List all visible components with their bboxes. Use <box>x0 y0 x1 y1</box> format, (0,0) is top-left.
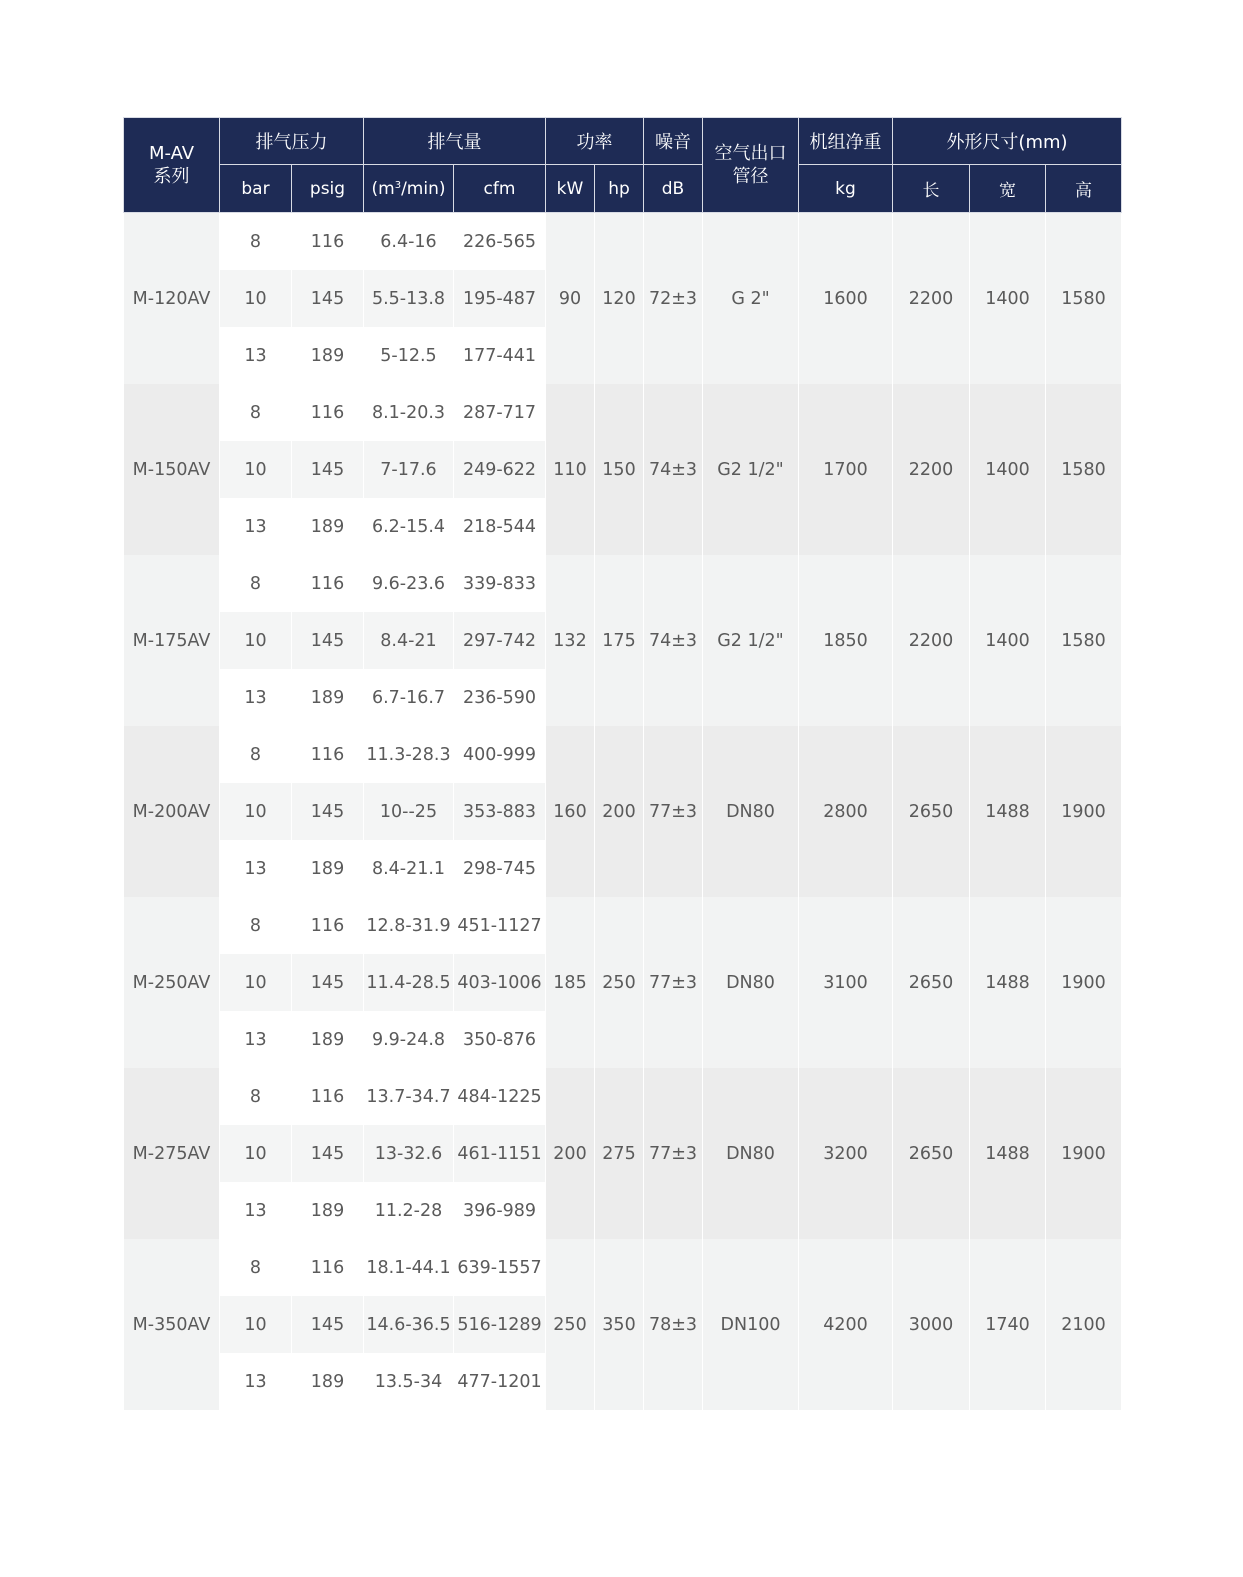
cell-psig: 189 <box>292 1011 364 1068</box>
cell-kg: 1700 <box>799 384 893 555</box>
cell-bar: 13 <box>220 1011 292 1068</box>
dim-height: 高 <box>1046 165 1122 213</box>
cell-psig: 189 <box>292 327 364 384</box>
cell-outlet: DN100 <box>703 1239 799 1410</box>
header-pressure: 排气压力 <box>220 118 364 165</box>
model-name: M-150AV <box>124 384 220 555</box>
cell-m3: 6.7-16.7 <box>364 669 454 726</box>
cell-cfm: 236-590 <box>454 669 546 726</box>
cell-kw: 185 <box>546 897 595 1068</box>
unit-db: dB <box>644 165 703 213</box>
header-dimensions: 外形尺寸(mm) <box>893 118 1122 165</box>
cell-kg: 1600 <box>799 213 893 385</box>
cell-hp: 150 <box>595 384 644 555</box>
cell-cfm: 403-1006 <box>454 954 546 1011</box>
cell-height: 1900 <box>1046 726 1122 897</box>
cell-cfm: 297-742 <box>454 612 546 669</box>
cell-bar: 10 <box>220 441 292 498</box>
unit-kg: kg <box>799 165 893 213</box>
cell-m3: 6.4-16 <box>364 213 454 271</box>
header-noise: 噪音 <box>644 118 703 165</box>
table-row <box>124 384 1122 441</box>
model-name: M-350AV <box>124 1239 220 1410</box>
cell-m3: 11.2-28 <box>364 1182 454 1239</box>
cell-height: 2100 <box>1046 1239 1122 1410</box>
cell-psig: 189 <box>292 1353 364 1410</box>
header-series-line2: 系列 <box>153 166 190 187</box>
cell-kg: 4200 <box>799 1239 893 1410</box>
cell-m3: 12.8-31.9 <box>364 897 454 954</box>
cell-width: 1400 <box>970 213 1046 385</box>
cell-width: 1740 <box>970 1239 1046 1410</box>
model-name: M-275AV <box>124 1068 220 1239</box>
cell-m3: 14.6-36.5 <box>364 1296 454 1353</box>
cell-outlet: G 2" <box>703 213 799 385</box>
cell-bar: 10 <box>220 612 292 669</box>
unit-bar: bar <box>220 165 292 213</box>
cell-m3: 5-12.5 <box>364 327 454 384</box>
cell-psig: 116 <box>292 213 364 271</box>
cell-m3: 18.1-44.1 <box>364 1239 454 1296</box>
cell-width: 1488 <box>970 1068 1046 1239</box>
cell-psig: 145 <box>292 441 364 498</box>
cell-outlet: DN80 <box>703 726 799 897</box>
cell-outlet: DN80 <box>703 1068 799 1239</box>
header-series <box>124 118 220 213</box>
cell-width: 1400 <box>970 555 1046 726</box>
table-row <box>124 897 1122 954</box>
cell-m3: 5.5-13.8 <box>364 270 454 327</box>
cell-height: 1580 <box>1046 555 1122 726</box>
table-row <box>124 726 1122 783</box>
cell-m3: 13-32.6 <box>364 1125 454 1182</box>
unit-kw: kW <box>546 165 595 213</box>
cell-cfm: 639-1557 <box>454 1239 546 1296</box>
model-group <box>124 1068 1122 1239</box>
header-outlet-line2: 管径 <box>732 166 769 187</box>
cell-cfm: 350-876 <box>454 1011 546 1068</box>
cell-length: 2650 <box>893 726 970 897</box>
cell-psig: 116 <box>292 1068 364 1125</box>
cell-kw: 160 <box>546 726 595 897</box>
cell-length: 2200 <box>893 213 970 385</box>
cell-cfm: 516-1289 <box>454 1296 546 1353</box>
cell-kw: 200 <box>546 1068 595 1239</box>
cell-m3: 8.1-20.3 <box>364 384 454 441</box>
cell-length: 2200 <box>893 384 970 555</box>
model-name: M-200AV <box>124 726 220 897</box>
model-group <box>124 213 1122 385</box>
unit-cfm: cfm <box>454 165 546 213</box>
cell-cfm: 461-1151 <box>454 1125 546 1182</box>
dim-length: 长 <box>893 165 970 213</box>
cell-m3: 11.3-28.3 <box>364 726 454 783</box>
cell-bar: 8 <box>220 726 292 783</box>
model-name: M-120AV <box>124 213 220 385</box>
cell-psig: 145 <box>292 270 364 327</box>
unit-psig: psig <box>292 165 364 213</box>
model-name: M-250AV <box>124 897 220 1068</box>
cell-width: 1400 <box>970 384 1046 555</box>
cell-psig: 189 <box>292 669 364 726</box>
model-name: M-175AV <box>124 555 220 726</box>
cell-cfm: 226-565 <box>454 213 546 271</box>
cell-m3: 6.2-15.4 <box>364 498 454 555</box>
cell-length: 2650 <box>893 1068 970 1239</box>
model-group <box>124 726 1122 897</box>
cell-bar: 10 <box>220 1296 292 1353</box>
unit-m3-min: $(m^3/\min)$ <box>364 165 454 213</box>
cell-m3: 13.7-34.7 <box>364 1068 454 1125</box>
cell-hp: 120 <box>595 213 644 385</box>
cell-cfm: 177-441 <box>454 327 546 384</box>
cell-hp: 275 <box>595 1068 644 1239</box>
cell-length: 3000 <box>893 1239 970 1410</box>
cell-outlet: G2 1/2" <box>703 384 799 555</box>
cell-bar: 8 <box>220 1068 292 1125</box>
cell-m3: 13.5-34 <box>364 1353 454 1410</box>
cell-m3: 10--25 <box>364 783 454 840</box>
header-outlet <box>703 118 799 213</box>
cell-psig: 116 <box>292 555 364 612</box>
model-group <box>124 555 1122 726</box>
cell-psig: 145 <box>292 783 364 840</box>
cell-cfm: 477-1201 <box>454 1353 546 1410</box>
cell-outlet: G2 1/2" <box>703 555 799 726</box>
cell-height: 1900 <box>1046 1068 1122 1239</box>
cell-psig: 116 <box>292 726 364 783</box>
cell-cfm: 298-745 <box>454 840 546 897</box>
cell-psig: 116 <box>292 1239 364 1296</box>
cell-kg: 3200 <box>799 1068 893 1239</box>
cell-kg: 2800 <box>799 726 893 897</box>
cell-bar: 13 <box>220 498 292 555</box>
cell-psig: 145 <box>292 1296 364 1353</box>
cell-bar: 8 <box>220 897 292 954</box>
table-row <box>124 213 1122 271</box>
cell-db: 74±3 <box>644 555 703 726</box>
table-row <box>124 1068 1122 1125</box>
cell-cfm: 451-1127 <box>454 897 546 954</box>
cell-m3: 8.4-21.1 <box>364 840 454 897</box>
cell-kg: 1850 <box>799 555 893 726</box>
unit-hp: hp <box>595 165 644 213</box>
cell-bar: 13 <box>220 1353 292 1410</box>
header-weight: 机组净重 <box>799 118 893 165</box>
cell-length: 2650 <box>893 897 970 1068</box>
spec-table <box>123 117 1122 1410</box>
header-flow: 排气量 <box>364 118 546 165</box>
cell-db: 74±3 <box>644 384 703 555</box>
cell-psig: 189 <box>292 840 364 897</box>
table-row <box>124 555 1122 612</box>
cell-cfm: 195-487 <box>454 270 546 327</box>
cell-bar: 8 <box>220 213 292 271</box>
cell-bar: 13 <box>220 1182 292 1239</box>
cell-bar: 13 <box>220 669 292 726</box>
table-row <box>124 1239 1122 1296</box>
cell-m3: 11.4-28.5 <box>364 954 454 1011</box>
header-series-line1: M-AV <box>148 143 195 164</box>
cell-db: 77±3 <box>644 1068 703 1239</box>
cell-kw: 132 <box>546 555 595 726</box>
table-header <box>124 118 1122 213</box>
cell-db: 77±3 <box>644 897 703 1068</box>
cell-cfm: 249-622 <box>454 441 546 498</box>
cell-hp: 350 <box>595 1239 644 1410</box>
cell-m3: 9.6-23.6 <box>364 555 454 612</box>
cell-kg: 3100 <box>799 897 893 1068</box>
model-group <box>124 1239 1122 1410</box>
cell-cfm: 396-989 <box>454 1182 546 1239</box>
header-power: 功率 <box>546 118 644 165</box>
model-group <box>124 384 1122 555</box>
cell-bar: 13 <box>220 840 292 897</box>
cell-psig: 145 <box>292 1125 364 1182</box>
cell-psig: 189 <box>292 1182 364 1239</box>
cell-cfm: 400-999 <box>454 726 546 783</box>
cell-bar: 8 <box>220 1239 292 1296</box>
cell-psig: 116 <box>292 897 364 954</box>
cell-hp: 200 <box>595 726 644 897</box>
cell-db: 78±3 <box>644 1239 703 1410</box>
cell-cfm: 353-883 <box>454 783 546 840</box>
cell-psig: 145 <box>292 954 364 1011</box>
cell-width: 1488 <box>970 897 1046 1068</box>
cell-outlet: DN80 <box>703 897 799 1068</box>
cell-cfm: 287-717 <box>454 384 546 441</box>
cell-bar: 10 <box>220 783 292 840</box>
cell-psig: 189 <box>292 498 364 555</box>
cell-cfm: 218-544 <box>454 498 546 555</box>
cell-m3: 7-17.6 <box>364 441 454 498</box>
cell-bar: 10 <box>220 1125 292 1182</box>
cell-db: 72±3 <box>644 213 703 385</box>
header-outlet-line1: 空气出口 <box>714 143 787 164</box>
cell-cfm: 339-833 <box>454 555 546 612</box>
dim-width: 宽 <box>970 165 1046 213</box>
cell-height: 1580 <box>1046 384 1122 555</box>
cell-bar: 10 <box>220 954 292 1011</box>
cell-bar: 8 <box>220 384 292 441</box>
cell-bar: 10 <box>220 270 292 327</box>
cell-bar: 13 <box>220 327 292 384</box>
cell-psig: 116 <box>292 384 364 441</box>
model-group <box>124 897 1122 1068</box>
cell-kw: 90 <box>546 213 595 385</box>
cell-psig: 145 <box>292 612 364 669</box>
cell-cfm: 484-1225 <box>454 1068 546 1125</box>
cell-height: 1900 <box>1046 897 1122 1068</box>
cell-hp: 175 <box>595 555 644 726</box>
cell-m3: 8.4-21 <box>364 612 454 669</box>
cell-hp: 250 <box>595 897 644 1068</box>
cell-width: 1488 <box>970 726 1046 897</box>
cell-kw: 250 <box>546 1239 595 1410</box>
cell-db: 77±3 <box>644 726 703 897</box>
cell-m3: 9.9-24.8 <box>364 1011 454 1068</box>
cell-height: 1580 <box>1046 213 1122 385</box>
cell-length: 2200 <box>893 555 970 726</box>
cell-bar: 8 <box>220 555 292 612</box>
cell-kw: 110 <box>546 384 595 555</box>
